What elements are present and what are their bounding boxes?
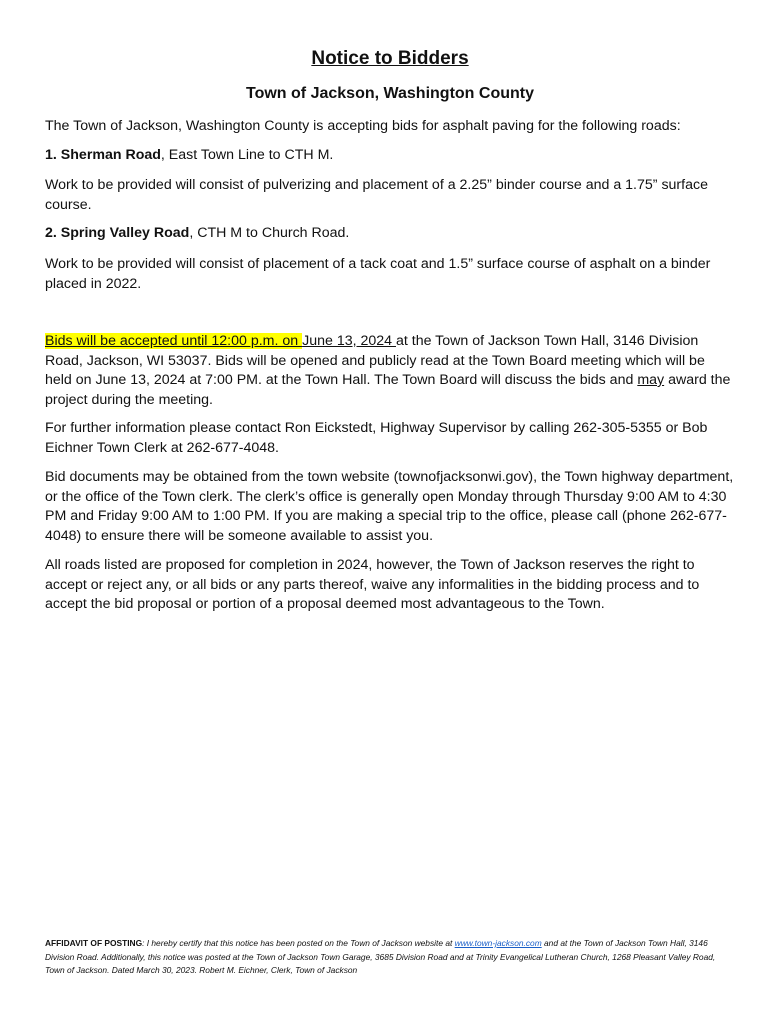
completion-paragraph: All roads listed are proposed for completion in 2024, however, the Town of Jackson reserves the right to accept or reject any, or all bids or any parts thereof, waive any informalities in the bidding process and to accept the bid proposal or portion of a proposal deemed most advantageous to the Town. [45, 557, 700, 612]
page-subtitle: Town of Jackson, Washington County [246, 85, 534, 102]
road-1-name: Sherman Road [60, 147, 161, 163]
road-1-heading: 1. Sherman Road, East Town Line to CTH M. [45, 147, 334, 163]
road-2-heading: 2. Spring Valley Road, CTH M to Church Road. [45, 225, 350, 241]
affidavit-footer: AFFIDAVIT OF POSTING: I hereby certify that this notice has been posted on the Town of Jackson website at www.town-jackson.com and at the Town of Jackson Town Hall, 3146 Division Road. Additionally, this notice was posted at the Town of Jackson Town Garage, 3685 Division Road and at Trinity Evangelical Lutheran Church, 1268 Pleasant Valley Road, Town of Jackson. Dated March 30, 2023. Robert M. Eichner, Clerk, Town of Jackson [45, 938, 716, 975]
road-1-work: Work to be provided will consist of pulverizing and placement of a 2.25” binder course and a 1.75” surface course. [45, 177, 708, 213]
website-link[interactable]: www.town-jackson.com [454, 938, 542, 948]
bids-paragraph: Bids will be accepted until 12:00 p.m. on June 13, 2024 at the Town of Jackson Town Hall, 3146 Division Road, Jackson, WI 53037. Bids will be opened and publicly read at the Town Board meeting which will be held on June 13, 2024 at 7:00 PM. at the Town Hall. The Town Board will discuss the bids and may award the project during the meeting. [45, 333, 731, 408]
highlighted-deadline: Bids will be accepted until 12:00 p.m. on [45, 333, 303, 349]
documents-paragraph: Bid documents may be obtained from the town website (townofjacksonwi.gov), the Town highway department, or the office of the Town clerk. The clerk’s office is generally open Monday through Thursday 9:00 AM to 4:30 PM and Friday 9:00 AM to 1:00 PM. If you are making a special trip to the office, please call (phone 262-677-4048) to ensure there will be someone available to assist you. [45, 469, 734, 544]
bid-date: June 13, 2024 [302, 333, 396, 349]
road-2-name: Spring Valley Road [60, 225, 190, 241]
contact-paragraph: For further information please contact Ron Eickstedt, Highway Supervisor by calling 262-305-5355 or Bob Eichner Town Clerk at 262-677-4048. [45, 420, 708, 456]
road-2-work: Work to be provided will consist of placement of a tack coat and 1.5” surface course of asphalt on a binder placed in 2022. [45, 256, 711, 292]
intro-paragraph: The Town of Jackson, Washington County is accepting bids for asphalt paving for the following roads: [45, 118, 681, 134]
page-title: Notice to Bidders [311, 48, 469, 69]
